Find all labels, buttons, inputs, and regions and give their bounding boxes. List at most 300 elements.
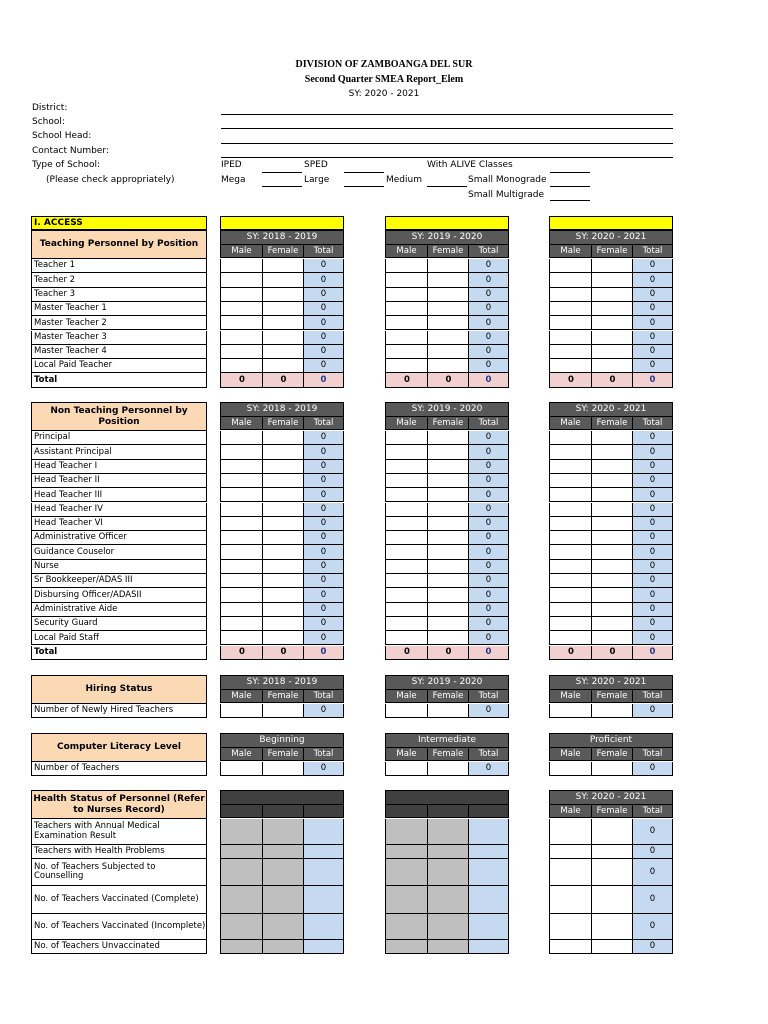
computer-row-female-cell[interactable] <box>591 762 633 776</box>
computer-row-male-cell[interactable] <box>385 762 428 776</box>
hiring-row-total-cell: 0 <box>632 704 673 718</box>
non-teaching-group-header: SY: 2019 - 2020 <box>385 402 509 417</box>
non-teaching-row-female-cell[interactable] <box>427 460 469 474</box>
alive-field[interactable] <box>550 172 590 173</box>
non-teaching-row-female-cell[interactable] <box>591 588 633 602</box>
hiring-group-0-total-header: Total <box>303 690 344 703</box>
non-teaching-row-male-cell[interactable] <box>385 488 428 502</box>
computer-group-2-male-header: Male <box>549 748 592 761</box>
non-teaching-row-female-cell[interactable] <box>591 603 633 617</box>
non-teaching-row-male-cell[interactable] <box>549 488 592 502</box>
small-monograde-field[interactable] <box>550 186 590 187</box>
non-teaching-row-total-cell: 0 <box>632 617 673 631</box>
small-multigrade-label: Small Multigrade <box>468 190 545 200</box>
non-teaching-row-total-cell: 0 <box>303 560 344 574</box>
row-label: Head Teacher I <box>31 460 207 474</box>
health-row-total-cell: 0 <box>632 886 673 914</box>
non-teaching-row-male-cell[interactable] <box>220 431 263 445</box>
non-teaching-row-female-cell[interactable] <box>262 603 304 617</box>
teaching-group-2-female-header: Female <box>591 245 633 258</box>
row-label: Principal <box>31 431 207 445</box>
sped-field[interactable] <box>344 172 384 173</box>
hiring-row-female-cell[interactable] <box>427 704 469 718</box>
health-filler-cell <box>427 819 469 845</box>
computer-row-male-cell[interactable] <box>220 762 263 776</box>
non-teaching-group-2-female-header: Female <box>591 417 633 430</box>
school-head-field[interactable] <box>221 143 673 144</box>
health-filler-cell <box>427 859 469 886</box>
non-teaching-row-male-cell[interactable] <box>220 531 263 545</box>
non-teaching-row-female-cell[interactable] <box>427 574 469 588</box>
non-teaching-row-total-cell: 0 <box>632 574 673 588</box>
non-teaching-row-female-cell[interactable] <box>262 474 304 488</box>
non-teaching-row-male-cell[interactable] <box>385 574 428 588</box>
non-teaching-row-male-cell[interactable] <box>220 445 263 459</box>
health-row-female-cell[interactable] <box>591 914 633 940</box>
non-teaching-row-female-cell[interactable] <box>262 617 304 631</box>
teaching-row-male-cell[interactable] <box>385 316 428 330</box>
teaching-row-female-cell[interactable] <box>591 345 633 359</box>
teaching-row-total-cell: 0 <box>303 273 344 287</box>
health-blank-sub <box>220 805 263 818</box>
non-teaching-row-female-cell[interactable] <box>262 517 304 531</box>
teaching-row-female-cell[interactable] <box>427 259 469 273</box>
health-blank-header <box>385 790 509 805</box>
health-title: Health Status of Personnel (Refer to Nurses Record) <box>31 790 207 819</box>
non-teaching-row-male-cell[interactable] <box>549 460 592 474</box>
row-label: Teacher 3 <box>31 288 207 302</box>
teaching-row-male-cell[interactable] <box>220 273 263 287</box>
teaching-row-female-cell[interactable] <box>262 273 304 287</box>
non-teaching-row-total-cell: 0 <box>468 445 509 459</box>
hiring-group-1-male-header: Male <box>385 690 428 703</box>
hiring-row-total-cell: 0 <box>303 704 344 718</box>
teaching-row-female-cell[interactable] <box>591 288 633 302</box>
teaching-row-total-cell: 0 <box>632 331 673 345</box>
teaching-row-female-cell[interactable] <box>262 259 304 273</box>
non-teaching-row-female-cell[interactable] <box>262 560 304 574</box>
row-label: Head Teacher II <box>31 474 207 488</box>
teaching-group-2-total-header: Total <box>632 245 673 258</box>
non-teaching-row-male-cell[interactable] <box>385 588 428 602</box>
computer-row-female-cell[interactable] <box>427 762 469 776</box>
non-teaching-row-female-cell[interactable] <box>591 503 633 517</box>
row-label: Guidance Couselor <box>31 545 207 559</box>
non-teaching-group-header: SY: 2020 - 2021 <box>549 402 673 417</box>
non-teaching-row-female-cell[interactable] <box>262 460 304 474</box>
teaching-row-female-cell[interactable] <box>427 345 469 359</box>
teaching-row-total-cell: 0 <box>303 259 344 273</box>
teaching-row-female-cell[interactable] <box>427 316 469 330</box>
health-filler-total <box>468 914 509 940</box>
non-teaching-sum-male: 0 <box>549 646 592 660</box>
health-filler-cell <box>427 886 469 914</box>
school-field[interactable] <box>221 128 673 129</box>
district-field[interactable] <box>221 114 673 115</box>
non-teaching-row-female-cell[interactable] <box>262 574 304 588</box>
type-of-school-label: Type of School: <box>32 160 100 170</box>
non-teaching-row-total-cell: 0 <box>632 531 673 545</box>
teaching-row-male-cell[interactable] <box>385 345 428 359</box>
teaching-row-female-cell[interactable] <box>262 316 304 330</box>
hiring-row-total-cell: 0 <box>468 704 509 718</box>
teaching-row-male-cell[interactable] <box>220 359 263 373</box>
total-row-label: Total <box>31 373 207 387</box>
non-teaching-row-female-cell[interactable] <box>427 531 469 545</box>
non-teaching-row-female-cell[interactable] <box>262 631 304 645</box>
non-teaching-row-female-cell[interactable] <box>427 603 469 617</box>
computer-title: Computer Literacy Level <box>31 733 207 762</box>
non-teaching-row-male-cell[interactable] <box>549 631 592 645</box>
non-teaching-group-0-male-header: Male <box>220 417 263 430</box>
non-teaching-row-total-cell: 0 <box>632 517 673 531</box>
health-blank-sub <box>468 805 509 818</box>
teaching-row-total-cell: 0 <box>303 316 344 330</box>
teaching-row-total-cell: 0 <box>468 302 509 316</box>
non-teaching-row-female-cell[interactable] <box>427 503 469 517</box>
health-row-male-cell[interactable] <box>549 819 592 845</box>
teaching-row-female-cell[interactable] <box>591 259 633 273</box>
mega-field[interactable] <box>262 186 302 187</box>
non-teaching-row-male-cell[interactable] <box>385 545 428 559</box>
non-teaching-row-total-cell: 0 <box>632 560 673 574</box>
non-teaching-row-male-cell[interactable] <box>220 460 263 474</box>
hiring-row-male-cell[interactable] <box>220 704 263 718</box>
teaching-row-male-cell[interactable] <box>385 302 428 316</box>
non-teaching-row-male-cell[interactable] <box>220 474 263 488</box>
non-teaching-row-female-cell[interactable] <box>427 431 469 445</box>
teaching-row-total-cell: 0 <box>468 273 509 287</box>
non-teaching-row-male-cell[interactable] <box>385 531 428 545</box>
hiring-row-male-cell[interactable] <box>549 704 592 718</box>
row-label: Local Paid Teacher <box>31 359 207 373</box>
non-teaching-row-total-cell: 0 <box>632 460 673 474</box>
non-teaching-row-male-cell[interactable] <box>549 517 592 531</box>
health-row-female-cell[interactable] <box>591 940 633 954</box>
non-teaching-row-male-cell[interactable] <box>220 517 263 531</box>
non-teaching-row-male-cell[interactable] <box>549 531 592 545</box>
non-teaching-row-female-cell[interactable] <box>427 545 469 559</box>
non-teaching-row-male-cell[interactable] <box>385 474 428 488</box>
teaching-row-male-cell[interactable] <box>549 288 592 302</box>
health-filler-cell <box>220 819 263 845</box>
health-filler-total <box>303 914 344 940</box>
non-teaching-row-male-cell[interactable] <box>549 574 592 588</box>
non-teaching-row-female-cell[interactable] <box>262 503 304 517</box>
teaching-row-total-cell: 0 <box>468 345 509 359</box>
non-teaching-row-female-cell[interactable] <box>591 574 633 588</box>
teaching-row-male-cell[interactable] <box>220 316 263 330</box>
row-label: Disbursing Officer/ADASII <box>31 588 207 602</box>
health-filler-total <box>468 859 509 886</box>
medium-field[interactable] <box>427 186 467 187</box>
non-teaching-row-total-cell: 0 <box>303 474 344 488</box>
non-teaching-row-total-cell: 0 <box>632 503 673 517</box>
health-row-total-cell: 0 <box>632 819 673 845</box>
teaching-row-female-cell[interactable] <box>427 273 469 287</box>
teaching-row-total-cell: 0 <box>468 288 509 302</box>
computer-row-male-cell[interactable] <box>549 762 592 776</box>
non-teaching-row-female-cell[interactable] <box>591 631 633 645</box>
hiring-group-header: SY: 2018 - 2019 <box>220 675 344 690</box>
health-group-header: SY: 2020 - 2021 <box>549 790 673 805</box>
non-teaching-group-2-male-header: Male <box>549 417 592 430</box>
non-teaching-row-total-cell: 0 <box>632 588 673 602</box>
district-label: District: <box>32 103 68 113</box>
teaching-row-total-cell: 0 <box>632 316 673 330</box>
teaching-row-total-cell: 0 <box>632 345 673 359</box>
non-teaching-sum-total: 0 <box>303 646 344 660</box>
teaching-row-female-cell[interactable] <box>591 359 633 373</box>
row-label: Teacher 2 <box>31 273 207 287</box>
computer-group-2-total-header: Total <box>632 748 673 761</box>
non-teaching-row-male-cell[interactable] <box>220 574 263 588</box>
small-multigrade-field[interactable] <box>550 200 590 201</box>
non-teaching-row-male-cell[interactable] <box>385 445 428 459</box>
non-teaching-row-female-cell[interactable] <box>427 560 469 574</box>
teaching-row-female-cell[interactable] <box>262 345 304 359</box>
teaching-row-female-cell[interactable] <box>427 288 469 302</box>
health-filler-cell <box>427 940 469 954</box>
non-teaching-row-male-cell[interactable] <box>220 588 263 602</box>
teaching-row-male-cell[interactable] <box>549 359 592 373</box>
teaching-row-total-cell: 0 <box>303 359 344 373</box>
non-teaching-row-female-cell[interactable] <box>427 631 469 645</box>
teaching-row-female-cell[interactable] <box>262 359 304 373</box>
teaching-row-male-cell[interactable] <box>385 259 428 273</box>
non-teaching-row-female-cell[interactable] <box>427 517 469 531</box>
teaching-row-female-cell[interactable] <box>262 331 304 345</box>
non-teaching-row-female-cell[interactable] <box>262 431 304 445</box>
non-teaching-row-total-cell: 0 <box>303 631 344 645</box>
hiring-group-header: SY: 2019 - 2020 <box>385 675 509 690</box>
non-teaching-row-female-cell[interactable] <box>427 588 469 602</box>
computer-row-total-cell: 0 <box>632 762 673 776</box>
non-teaching-row-female-cell[interactable] <box>591 617 633 631</box>
non-teaching-row-total-cell: 0 <box>468 560 509 574</box>
teaching-row-total-cell: 0 <box>632 302 673 316</box>
teaching-row-male-cell[interactable] <box>220 331 263 345</box>
teaching-row-female-cell[interactable] <box>427 302 469 316</box>
non-teaching-row-female-cell[interactable] <box>262 545 304 559</box>
non-teaching-row-female-cell[interactable] <box>591 460 633 474</box>
non-teaching-row-female-cell[interactable] <box>591 545 633 559</box>
teaching-title: Teaching Personnel by Position <box>31 230 207 259</box>
row-label: Number of Teachers <box>31 762 207 776</box>
non-teaching-row-total-cell: 0 <box>632 488 673 502</box>
hiring-group-2-total-header: Total <box>632 690 673 703</box>
non-teaching-row-female-cell[interactable] <box>427 488 469 502</box>
row-label: Number of Newly Hired Teachers <box>31 704 207 718</box>
large-field[interactable] <box>344 186 384 187</box>
health-blank-sub <box>427 805 469 818</box>
non-teaching-row-female-cell[interactable] <box>427 474 469 488</box>
health-row-male-cell[interactable] <box>549 886 592 914</box>
non-teaching-row-male-cell[interactable] <box>549 503 592 517</box>
sped-label: SPED <box>304 160 328 170</box>
health-filler-total <box>468 940 509 954</box>
row-label: Head Teacher VI <box>31 517 207 531</box>
teaching-row-female-cell[interactable] <box>262 288 304 302</box>
health-row-male-cell[interactable] <box>549 845 592 859</box>
school-label: School: <box>32 117 65 127</box>
contact-field[interactable] <box>221 157 673 158</box>
teaching-row-female-cell[interactable] <box>591 273 633 287</box>
teaching-row-male-cell[interactable] <box>549 259 592 273</box>
health-row-male-cell[interactable] <box>549 940 592 954</box>
row-label: Local Paid Staff <box>31 631 207 645</box>
non-teaching-group-1-female-header: Female <box>427 417 469 430</box>
teaching-row-male-cell[interactable] <box>549 302 592 316</box>
non-teaching-row-female-cell[interactable] <box>591 488 633 502</box>
non-teaching-row-male-cell[interactable] <box>549 545 592 559</box>
teaching-group-1-female-header: Female <box>427 245 469 258</box>
non-teaching-row-male-cell[interactable] <box>385 603 428 617</box>
non-teaching-row-female-cell[interactable] <box>262 588 304 602</box>
teaching-row-female-cell[interactable] <box>591 331 633 345</box>
non-teaching-row-male-cell[interactable] <box>220 503 263 517</box>
teaching-sum-total: 0 <box>303 373 344 387</box>
non-teaching-row-female-cell[interactable] <box>591 431 633 445</box>
non-teaching-group-1-total-header: Total <box>468 417 509 430</box>
non-teaching-row-female-cell[interactable] <box>591 474 633 488</box>
teaching-row-male-cell[interactable] <box>549 273 592 287</box>
teaching-row-male-cell[interactable] <box>549 345 592 359</box>
computer-row-total-cell: 0 <box>468 762 509 776</box>
row-label: Security Guard <box>31 617 207 631</box>
teaching-row-male-cell[interactable] <box>385 288 428 302</box>
non-teaching-row-male-cell[interactable] <box>220 545 263 559</box>
health-filler-cell <box>262 845 304 859</box>
row-label: Sr Bookkeeper/ADAS III <box>31 574 207 588</box>
non-teaching-row-male-cell[interactable] <box>385 431 428 445</box>
non-teaching-row-male-cell[interactable] <box>220 617 263 631</box>
health-row-female-cell[interactable] <box>591 859 633 886</box>
teaching-row-total-cell: 0 <box>303 288 344 302</box>
hiring-group-0-female-header: Female <box>262 690 304 703</box>
non-teaching-row-female-cell[interactable] <box>591 445 633 459</box>
non-teaching-row-male-cell[interactable] <box>385 560 428 574</box>
teaching-row-male-cell[interactable] <box>220 288 263 302</box>
teaching-row-male-cell[interactable] <box>385 331 428 345</box>
health-filler-total <box>303 819 344 845</box>
non-teaching-group-0-female-header: Female <box>262 417 304 430</box>
row-label: No. of Teachers Vaccinated (Complete) <box>31 886 207 914</box>
non-teaching-row-total-cell: 0 <box>632 545 673 559</box>
teaching-row-female-cell[interactable] <box>591 316 633 330</box>
health-filler-cell <box>220 859 263 886</box>
non-teaching-row-total-cell: 0 <box>468 431 509 445</box>
non-teaching-sum-total: 0 <box>632 646 673 660</box>
computer-row-female-cell[interactable] <box>262 762 304 776</box>
non-teaching-row-total-cell: 0 <box>468 545 509 559</box>
row-label: Master Teacher 4 <box>31 345 207 359</box>
non-teaching-row-female-cell[interactable] <box>427 445 469 459</box>
computer-group-0-female-header: Female <box>262 748 304 761</box>
teaching-row-female-cell[interactable] <box>427 331 469 345</box>
non-teaching-row-female-cell[interactable] <box>262 488 304 502</box>
health-row-female-cell[interactable] <box>591 886 633 914</box>
report-sy: SY: 2020 - 2021 <box>348 89 420 99</box>
teaching-group-1-total-header: Total <box>468 245 509 258</box>
mega-label: Mega <box>221 175 246 185</box>
teaching-row-total-cell: 0 <box>632 259 673 273</box>
teaching-row-male-cell[interactable] <box>220 259 263 273</box>
non-teaching-group-header: SY: 2018 - 2019 <box>220 402 344 417</box>
health-filler-cell <box>385 845 428 859</box>
teaching-row-total-cell: 0 <box>468 259 509 273</box>
computer-group-header: Proficient <box>549 733 673 748</box>
teaching-row-total-cell: 0 <box>632 359 673 373</box>
non-teaching-row-male-cell[interactable] <box>385 460 428 474</box>
non-teaching-row-total-cell: 0 <box>632 431 673 445</box>
non-teaching-row-male-cell[interactable] <box>549 603 592 617</box>
non-teaching-row-total-cell: 0 <box>303 603 344 617</box>
health-filler-total <box>468 845 509 859</box>
hiring-row-male-cell[interactable] <box>385 704 428 718</box>
non-teaching-row-male-cell[interactable] <box>385 517 428 531</box>
non-teaching-row-male-cell[interactable] <box>385 503 428 517</box>
non-teaching-row-male-cell[interactable] <box>549 474 592 488</box>
hiring-row-female-cell[interactable] <box>591 704 633 718</box>
health-filler-cell <box>262 819 304 845</box>
health-row-male-cell[interactable] <box>549 914 592 940</box>
teaching-row-female-cell[interactable] <box>591 302 633 316</box>
non-teaching-row-female-cell[interactable] <box>427 617 469 631</box>
health-filler-cell <box>220 940 263 954</box>
non-teaching-row-female-cell[interactable] <box>262 531 304 545</box>
non-teaching-row-male-cell[interactable] <box>549 560 592 574</box>
non-teaching-row-male-cell[interactable] <box>385 631 428 645</box>
teaching-row-male-cell[interactable] <box>220 302 263 316</box>
teaching-sum-male: 0 <box>549 373 592 387</box>
teaching-row-male-cell[interactable] <box>385 273 428 287</box>
teaching-row-male-cell[interactable] <box>220 345 263 359</box>
non-teaching-row-male-cell[interactable] <box>220 631 263 645</box>
iped-field[interactable] <box>262 172 302 173</box>
teaching-row-male-cell[interactable] <box>549 331 592 345</box>
non-teaching-row-total-cell: 0 <box>632 603 673 617</box>
health-row-female-cell[interactable] <box>591 819 633 845</box>
computer-group-header: Beginning <box>220 733 344 748</box>
non-teaching-row-male-cell[interactable] <box>549 588 592 602</box>
non-teaching-row-male-cell[interactable] <box>385 617 428 631</box>
health-row-male-cell[interactable] <box>549 859 592 886</box>
non-teaching-row-female-cell[interactable] <box>262 445 304 459</box>
teaching-row-female-cell[interactable] <box>427 359 469 373</box>
non-teaching-row-male-cell[interactable] <box>220 603 263 617</box>
non-teaching-row-male-cell[interactable] <box>220 488 263 502</box>
non-teaching-sum-female: 0 <box>591 646 633 660</box>
access-yellow-band-2 <box>549 216 673 230</box>
teaching-group-1-male-header: Male <box>385 245 428 258</box>
teaching-row-female-cell[interactable] <box>262 302 304 316</box>
teaching-row-male-cell[interactable] <box>549 316 592 330</box>
non-teaching-row-female-cell[interactable] <box>591 517 633 531</box>
non-teaching-row-male-cell[interactable] <box>220 560 263 574</box>
hiring-row-female-cell[interactable] <box>262 704 304 718</box>
teaching-row-male-cell[interactable] <box>385 359 428 373</box>
non-teaching-row-total-cell: 0 <box>303 431 344 445</box>
non-teaching-row-male-cell[interactable] <box>549 431 592 445</box>
non-teaching-row-male-cell[interactable] <box>549 445 592 459</box>
non-teaching-row-female-cell[interactable] <box>591 531 633 545</box>
health-row-female-cell[interactable] <box>591 845 633 859</box>
non-teaching-row-male-cell[interactable] <box>549 617 592 631</box>
non-teaching-row-female-cell[interactable] <box>591 560 633 574</box>
hiring-group-1-total-header: Total <box>468 690 509 703</box>
teaching-sum-male: 0 <box>220 373 263 387</box>
